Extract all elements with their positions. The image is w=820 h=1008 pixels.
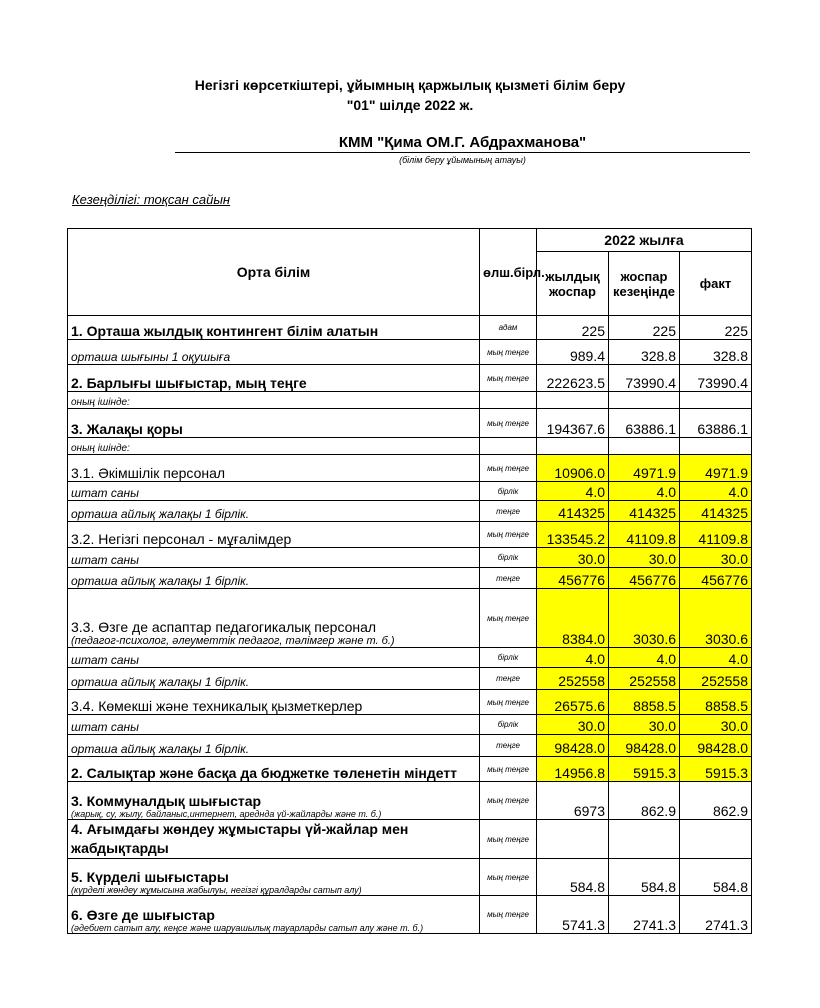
row-label: орташа айлық жалақы 1 бірлік. xyxy=(68,501,480,522)
row-period-plan xyxy=(609,438,680,455)
row-annual-plan: 989.4 xyxy=(537,340,609,365)
organization-underline xyxy=(175,152,750,153)
row-fact xyxy=(680,392,752,409)
header-annual-plan: жылдық жоспар xyxy=(537,252,609,316)
header-unit: өлш.бірл. xyxy=(480,229,537,316)
row-label: 3.1. Әкімшілік персонал xyxy=(68,455,480,482)
row-unit: бірлік xyxy=(480,648,537,668)
row-unit: мың теңге xyxy=(480,782,537,820)
row-unit: бірлік xyxy=(480,548,537,568)
row-unit: мың теңге xyxy=(480,820,537,859)
row-period-plan: 584.8 xyxy=(609,859,680,896)
row-annual-plan: 10906.0 xyxy=(537,455,609,482)
row-label: штат саны xyxy=(68,548,480,568)
row-label: 2. Салықтар және басқа да бюджетке төленетін міндетт xyxy=(68,757,480,782)
table-row xyxy=(68,757,752,782)
row-label: штат саны xyxy=(68,715,480,735)
row-label: оның ішінде: xyxy=(68,438,480,455)
row-fact: 98428.0 xyxy=(680,735,752,757)
row-fact: 8858.5 xyxy=(680,690,752,715)
table-row xyxy=(68,438,752,455)
row-label: орташа айлық жалақы 1 бірлік. xyxy=(68,568,480,589)
row-label-main: 5. Күрделі шығыстары xyxy=(71,869,229,885)
row-label xyxy=(68,859,480,896)
organization-name: КММ "Қима ОМ.Г. Абдрахманова" xyxy=(338,134,587,151)
row-label-note: (жарық, су, жылу, байланыс,интернет, ареднда үй-жайларды және т. б.) xyxy=(71,809,382,819)
row-fact: 63886.1 xyxy=(680,409,752,438)
row-annual-plan: 414325 xyxy=(537,501,609,522)
row-label: орташа айлық жалақы 1 бірлік. xyxy=(68,668,480,690)
row-unit: теңге xyxy=(480,501,537,522)
row-fact: 4.0 xyxy=(680,648,752,668)
row-period-plan: 73990.4 xyxy=(609,365,680,392)
row-annual-plan: 4.0 xyxy=(537,648,609,668)
row-label-main: 3.3. Өзге де аспаптар педагогикалық персонал xyxy=(71,619,377,635)
row-unit: мың теңге xyxy=(480,340,537,365)
row-unit: мың теңге xyxy=(480,522,537,548)
row-annual-plan: 8384.0 xyxy=(537,589,609,648)
row-fact: 2741.3 xyxy=(680,896,752,934)
table-row xyxy=(68,896,752,934)
row-period-plan: 862.9 xyxy=(609,782,680,820)
row-fact: 225 xyxy=(680,316,752,340)
row-label-main: 3. Коммуналдық шығыстар xyxy=(71,793,262,809)
table-row xyxy=(68,820,752,859)
row-fact: 3030.6 xyxy=(680,589,752,648)
row-label-main: 6. Өзге де шығыстар xyxy=(71,907,215,923)
row-period-plan: 414325 xyxy=(609,501,680,522)
periodicity-label: Кезеңділігі: тоқсан сайын xyxy=(72,192,231,207)
row-fact xyxy=(680,820,752,859)
report-date: "01" шілде 2022 ж. xyxy=(346,97,474,113)
row-annual-plan xyxy=(537,820,609,859)
row-fact: 5915.3 xyxy=(680,757,752,782)
row-period-plan: 98428.0 xyxy=(609,735,680,757)
table-row xyxy=(68,690,752,715)
table-row xyxy=(68,501,752,522)
row-label: 3.4. Көмекші және техникалық қызметкерлер xyxy=(68,690,480,715)
row-period-plan: 252558 xyxy=(609,668,680,690)
row-period-plan: 8858.5 xyxy=(609,690,680,715)
row-unit: мың теңге xyxy=(480,409,537,438)
row-fact: 328.8 xyxy=(680,340,752,365)
row-annual-plan xyxy=(537,438,609,455)
row-period-plan: 456776 xyxy=(609,568,680,589)
row-label: орташа айлық жалақы 1 бірлік. xyxy=(68,735,480,757)
row-label-note: (әдебиет сатып алу, кеңсе және шаруашылық тауарларды сатып алу және т. б.) xyxy=(71,923,424,933)
row-annual-plan: 98428.0 xyxy=(537,735,609,757)
table-row xyxy=(68,316,752,340)
row-annual-plan: 30.0 xyxy=(537,715,609,735)
row-period-plan: 2741.3 xyxy=(609,896,680,934)
row-fact: 4.0 xyxy=(680,482,752,501)
row-period-plan xyxy=(609,392,680,409)
row-unit: теңге xyxy=(480,735,537,757)
row-period-plan: 3030.6 xyxy=(609,589,680,648)
row-label: 3.2. Негізгі персонал - мұғалімдер xyxy=(68,522,480,548)
row-fact: 252558 xyxy=(680,668,752,690)
table-row xyxy=(68,782,752,820)
row-fact: 4971.9 xyxy=(680,455,752,482)
row-annual-plan: 133545.2 xyxy=(537,522,609,548)
row-unit: теңге xyxy=(480,568,537,589)
row-fact: 584.8 xyxy=(680,859,752,896)
row-period-plan: 328.8 xyxy=(609,340,680,365)
financial-indicators-table xyxy=(67,228,752,934)
row-unit: бірлік xyxy=(480,482,537,501)
row-period-plan: 30.0 xyxy=(609,548,680,568)
row-unit: мың теңге xyxy=(480,455,537,482)
row-fact: 30.0 xyxy=(680,715,752,735)
row-label: оның ішінде: xyxy=(68,392,480,409)
row-period-plan: 41109.8 xyxy=(609,522,680,548)
row-fact: 73990.4 xyxy=(680,365,752,392)
row-label xyxy=(68,782,480,820)
table-row xyxy=(68,648,752,668)
row-period-plan: 4.0 xyxy=(609,482,680,501)
row-unit: мың теңге xyxy=(480,859,537,896)
table-row xyxy=(68,548,752,568)
row-fact: 30.0 xyxy=(680,548,752,568)
row-label xyxy=(68,896,480,934)
row-unit xyxy=(480,392,537,409)
row-label: 2. Барлығы шығыстар, мың теңге xyxy=(68,365,480,392)
row-label-note: (педагог-психолог, әлеуметтік педагог, тәлімгер және т. б.) xyxy=(71,635,395,647)
row-period-plan xyxy=(609,820,680,859)
row-fact: 414325 xyxy=(680,501,752,522)
row-label: штат саны xyxy=(68,648,480,668)
row-unit: мың теңге xyxy=(480,690,537,715)
row-period-plan: 30.0 xyxy=(609,715,680,735)
row-fact xyxy=(680,438,752,455)
table-row xyxy=(68,340,752,365)
table-row xyxy=(68,455,752,482)
row-label: 1. Орташа жылдық контингент білім алатын xyxy=(68,316,480,340)
row-annual-plan: 225 xyxy=(537,316,609,340)
row-label-note: (күрделі жөндеу жұмысына жабылуы, негізгі құралдарды сатып алу) xyxy=(71,885,362,895)
row-annual-plan xyxy=(537,392,609,409)
row-fact: 456776 xyxy=(680,568,752,589)
table-row xyxy=(68,668,752,690)
table-row xyxy=(68,715,752,735)
row-annual-plan: 6973 xyxy=(537,782,609,820)
table-row xyxy=(68,365,752,392)
row-label: 4. Ағымдағы жөндеу жұмыстары үй-жайлар мен жабдықтарды xyxy=(68,820,480,859)
row-unit: мың теңге xyxy=(480,896,537,934)
organization-caption: (білім беру ұйымының атауы) xyxy=(399,155,526,165)
row-annual-plan: 456776 xyxy=(537,568,609,589)
table-row xyxy=(68,409,752,438)
row-unit xyxy=(480,438,537,455)
row-fact: 41109.8 xyxy=(680,522,752,548)
row-label xyxy=(68,589,480,648)
table-row xyxy=(68,568,752,589)
row-label: орташа шығыны 1 оқушыға xyxy=(68,340,480,365)
row-period-plan: 4.0 xyxy=(609,648,680,668)
table-row xyxy=(68,589,752,648)
table-row xyxy=(68,522,752,548)
row-period-plan: 63886.1 xyxy=(609,409,680,438)
header-fact: факт xyxy=(680,252,752,316)
row-annual-plan: 5741.3 xyxy=(537,896,609,934)
table-row xyxy=(68,735,752,757)
header-period-plan: жоспар кезеңінде xyxy=(609,252,680,316)
row-fact: 862.9 xyxy=(680,782,752,820)
row-label: 3. Жалақы қоры xyxy=(68,409,480,438)
report-title: Негізгі көрсеткіштері, ұйымның қаржылық қызметі білім беру xyxy=(194,77,626,93)
row-unit: бірлік xyxy=(480,715,537,735)
row-annual-plan: 30.0 xyxy=(537,548,609,568)
row-annual-plan: 14956.8 xyxy=(537,757,609,782)
row-unit: мың теңге xyxy=(480,365,537,392)
row-period-plan: 4971.9 xyxy=(609,455,680,482)
row-annual-plan: 222623.5 xyxy=(537,365,609,392)
row-unit: мың теңге xyxy=(480,589,537,648)
row-unit: теңге xyxy=(480,668,537,690)
row-annual-plan: 26575.6 xyxy=(537,690,609,715)
row-annual-plan: 194367.6 xyxy=(537,409,609,438)
header-section: Орта білім xyxy=(68,229,480,316)
table-row xyxy=(68,859,752,896)
row-annual-plan: 584.8 xyxy=(537,859,609,896)
table-row xyxy=(68,482,752,501)
table-row xyxy=(68,392,752,409)
row-annual-plan: 252558 xyxy=(537,668,609,690)
row-period-plan: 5915.3 xyxy=(609,757,680,782)
row-unit: адам xyxy=(480,316,537,340)
row-period-plan: 225 xyxy=(609,316,680,340)
header-year-group: 2022 жылға xyxy=(537,229,752,252)
row-label: штат саны xyxy=(68,482,480,501)
row-annual-plan: 4.0 xyxy=(537,482,609,501)
row-unit: мың теңге xyxy=(480,757,537,782)
